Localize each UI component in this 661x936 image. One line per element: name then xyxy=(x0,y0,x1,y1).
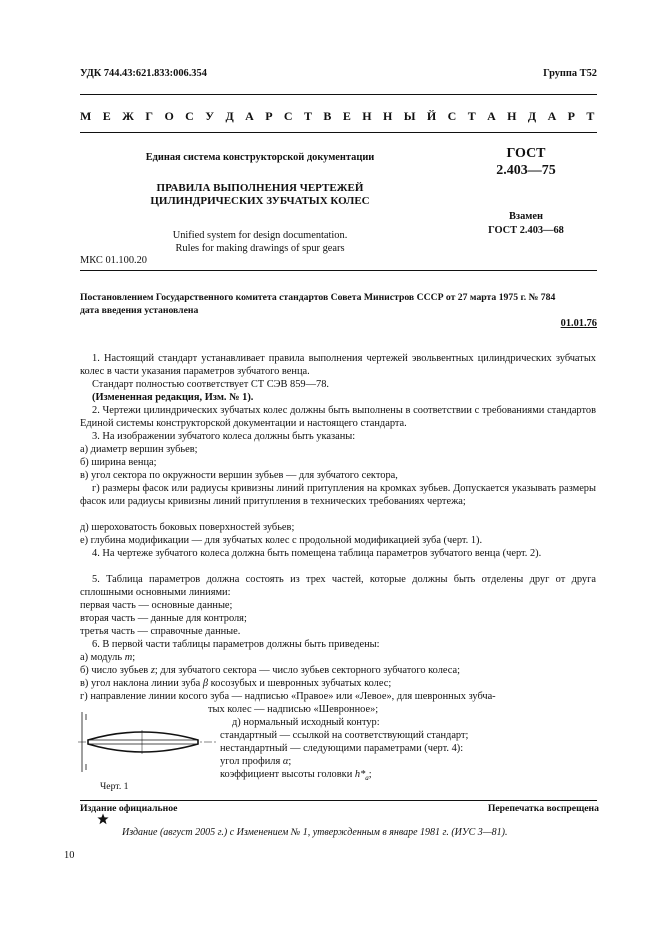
clause-3d: г) размеры фасок или радиусы кривизны линий притупления на кромках зубьев. Допускается указывать размеры фасок или радиусы кривизны линий притупления в технических требованиях чертежа; xyxy=(80,483,596,507)
esk-system-title: Единая система конструкторской документации xyxy=(145,152,375,163)
gost-label: ГОСТ xyxy=(506,146,546,161)
clause-6d-line1: г) направление линии косого зуба — надписью «Правое» или «Левое», для шевронных зубча- xyxy=(80,691,496,702)
clause-6e-nonstandard: нестандартный — следующими параметрами (черт. 4): xyxy=(220,743,464,754)
clause-1-amendment: (Измененная редакция, Изм. № 1). xyxy=(92,392,254,403)
decree-line1: Постановлением Государственного комитета стандартов Совета Министров СССР от 27 марта 1975 г. № 784 xyxy=(80,292,556,303)
clause-6a: а) модуль m; xyxy=(80,652,136,663)
page-number: 10 xyxy=(64,850,75,861)
clause-6e-standard: стандартный — ссылкой на соответствующий стандарт; xyxy=(220,730,469,741)
clause-1-sev: Стандарт полностью соответствует СТ СЭВ 859—78. xyxy=(92,379,330,390)
clause-5a: первая часть — основные данные; xyxy=(80,600,233,611)
mks-code: МКС 01.100.20 xyxy=(80,255,148,266)
edition-note: Издание (август 2005 г.) с Изменением № 1, утвержденным в январе 1981 г. (ИУС 3—81). xyxy=(122,827,508,838)
decree-line2: дата введения установлена xyxy=(80,305,199,316)
clause-3e: д) шероховатость боковых поверхностей зубьев; xyxy=(80,522,295,533)
english-title-line1: Unified system for design documentation. xyxy=(172,230,348,241)
clause-3a: а) диаметр вершин зубьев; xyxy=(80,444,198,455)
document-title-line1: ПРАВИЛА ВЫПОЛНЕНИЯ ЧЕРТЕЖЕЙ xyxy=(156,182,364,194)
clause-4: 4. На чертеже зубчатого колеса должна быть помещена таблица параметров зубчатого венца (черт. 2). xyxy=(92,548,542,559)
clause-6e: д) нормальный исходный контур: xyxy=(232,717,380,728)
document-title-line2: ЦИЛИНДРИЧЕСКИХ ЗУБЧАТЫХ КОЛЕС xyxy=(150,195,370,207)
replaces-label: Взамен xyxy=(509,211,543,222)
clause-3c: в) угол сектора по окружности вершин зубьев — для зубчатого сектора, xyxy=(80,470,398,481)
english-title-line2: Rules for making drawings of spur gears xyxy=(175,243,345,254)
gost-number: 2.403—75 xyxy=(496,163,556,178)
clause-6e-profile-angle: угол профиля α; xyxy=(220,756,292,767)
footer-rule xyxy=(80,800,597,801)
figure-1-caption: Черт. 1 xyxy=(100,781,129,792)
clause-5c: третья часть — справочные данные. xyxy=(80,626,241,637)
clause-5: 5. Таблица параметров должна состоять из трех частей, которые должны быть отделены друг от друга сплошными основными линиями: xyxy=(80,574,596,598)
figure-1-drawing xyxy=(78,706,218,778)
udk-code: УДК 744.43:621.833:006.354 xyxy=(80,68,207,79)
standard-type: М Е Ж Г О С У Д А Р С Т В Е Н Н Ы Й С Т А Н Д А Р Т xyxy=(80,109,597,123)
clause-3f: е) глубина модификации — для зубчатых колес с продольной модификацией зуба (черт. 1). xyxy=(80,535,483,546)
star-icon xyxy=(97,813,109,825)
replaces-value: ГОСТ 2.403—68 xyxy=(488,225,564,236)
clause-2: 2. Чертежи цилиндрических зубчатых колес должны быть выполнены в соответствии с требованиями стандартов Единой системы конструкторской документации и настоящего стандарта. xyxy=(80,405,596,429)
group-code: Группа Т52 xyxy=(543,68,597,79)
clause-6e-addendum-coefficient: коэффициент высоты головки $h*_a$; xyxy=(220,769,372,783)
clause-6d-line2: тых колес — надписью «Шевронное»; xyxy=(208,704,379,715)
clause-6b: б) число зубьев z; для зубчатого сектора — число зубьев секторного зубчатого колеса; xyxy=(80,665,460,676)
reprint-prohibited: Перепечатка воспрещена xyxy=(487,803,599,814)
clause-3b: б) ширина венца; xyxy=(80,457,157,468)
header-rule xyxy=(80,132,597,133)
clause-1: 1. Настоящий стандарт устанавливает правила выполнения чертежей эвольвентных цилиндрических зубчатых колес в части указания параметров зубчатого венца. xyxy=(80,353,596,377)
title-rule xyxy=(80,270,597,271)
official-edition: Издание официальное xyxy=(80,803,178,814)
clause-6c: в) угол наклона линии зуба β косозубых и шевронных зубчатых колес; xyxy=(80,678,392,689)
clause-5b: вторая часть — данные для контроля; xyxy=(80,613,247,624)
clause-3: 3. На изображении зубчатого колеса должны быть указаны: xyxy=(92,431,356,442)
clause-6: 6. В первой части таблицы параметров должны быть приведены: xyxy=(92,639,380,650)
top-rule xyxy=(80,94,597,95)
effective-date: 01.01.76 xyxy=(560,318,597,329)
